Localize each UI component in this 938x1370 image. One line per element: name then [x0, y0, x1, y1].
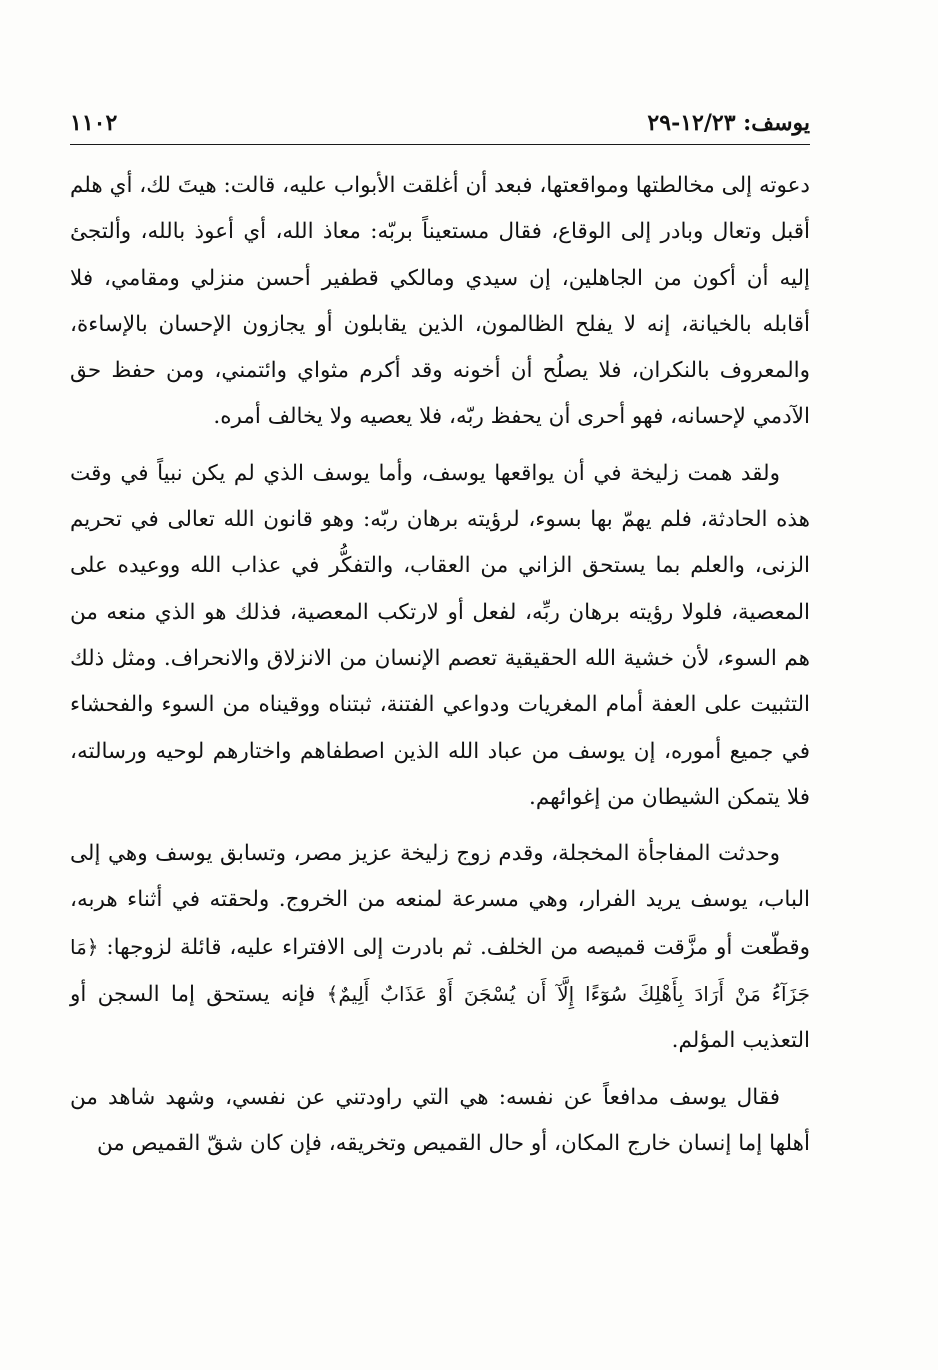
page-header: [70, 104, 810, 145]
paragraph-text: وحدثت المفاجأة المخجلة، وقدم زوج زليخة عزيز مصر، وتسابق يوسف وهي إلى الباب، يوسف يريد الفرار، وهي مسرعة لمنعه من الخروج. ولحقته في أثناء هربه، وقطّعت أو مزَّقت قميصه من الخلف. ثم بادرت إلى الافتراء عليه، قائلة لزوجها:: [70, 841, 810, 960]
paragraph: [70, 831, 810, 1064]
running-title: يوسف: ١٢/٢٣-٢٩: [647, 110, 810, 136]
paragraph: دعوته إلى مخالطتها ومواقعتها، فبعد أن أغلقت الأبواب عليه، قالت: هيتَ لك، أي هلم أقبل وتعال وبادر إلى الوقاع، فقال مستعيناً بربّه: معاذ الله، أي أعوذ بالله، وألتجئ إليه أن أكون من الجاهلين، إن سيدي ومالكي قطفير أحسن منزلي ومقامي، فلا أقابله بالخيانة، إنه لا يفلح الظالمون، الذين يقابلون أو يجازون الإحسان بالإساءة، والمعروف بالنكران، فلا يصلُح أن أخونه وقد أكرم مثواي وائتمني، ومن حفظ حق الآدمي لإحسانه، فهو أحرى أن يحفظ ربّه، فلا يعصيه ولا يخالف أمره.: [70, 173, 810, 430]
quran-verse: ﴿مَا جَزَآءُ مَنْ أَرَادَ بِأَهْلِكَ سُوٓءًا إِلَّآ أَن يُسْجَنَ أَوْ عَذَابٌ أَلِيمٌ﴾: [70, 934, 810, 1007]
verse-commentary: فإنه يستحق إما السجن أو التعذيب المؤلم.: [70, 982, 810, 1054]
page-number: ١١٠٢: [70, 110, 118, 136]
page-body: [70, 163, 810, 1177]
paragraph: فقال يوسف مدافعاً عن نفسه: هي التي راودتني عن نفسي، وشهد شاهد من أهلها إما إنسان خارج المكان، أو حال القميص وتخريقه، فإن كان شقّ القميص من: [70, 1084, 810, 1156]
paragraph: ولقد همت زليخة في أن يواقعها يوسف، وأما يوسف الذي لم يكن نبياً في وقت هذه الحادثة، فلم يهمّ بها بسوء، لرؤيته برهان ربّه: وهو قانون الله تعالى في تحريم الزنى، والعلم بما يستحق الزاني من العقاب، والتفكُّر في عذاب الله ووعيده على المعصية، فلولا رؤيته برهان ربِّه، لفعل أو لارتكب المعصية، فذلك هو الذي منعه من هم السوء، لأن خشية الله الحقيقية تعصم الإنسان من الانزلاق والانحراف. ومثل ذلك التثبيت على العفة أمام المغريات ودواعي الفتنة، ثبتناه ووقيناه من السوء والفحشاء في جميع أموره، إن يوسف من عباد الله الذين اصطفاهم واختارهم لوحيه ورسالته، فلا يتمكن الشيطان من إغوائهم.: [70, 460, 810, 810]
